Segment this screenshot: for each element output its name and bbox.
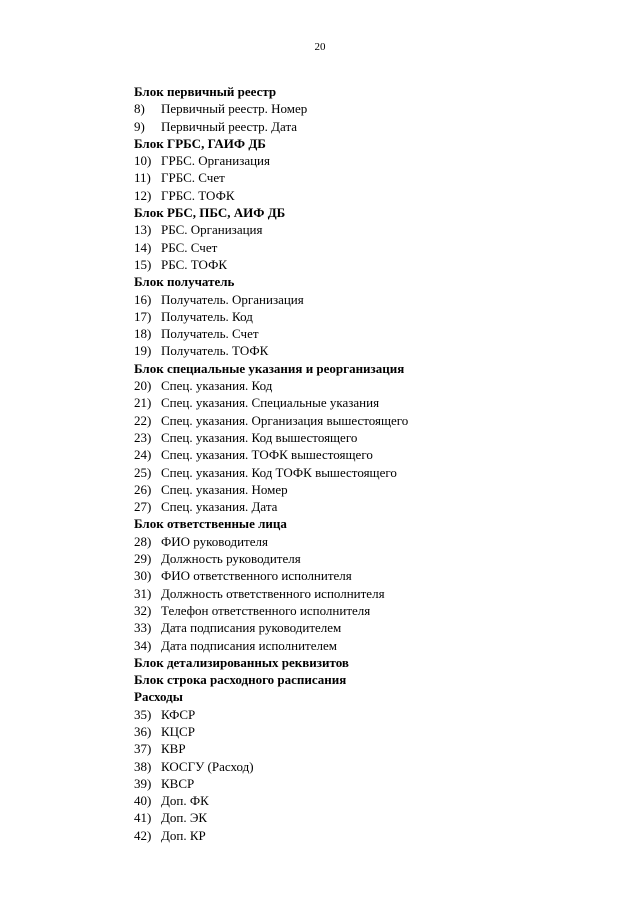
list-item-text: КЦСР [161, 723, 195, 739]
list-item-number: 29) [134, 551, 152, 567]
list-item [134, 291, 604, 308]
list-item [134, 619, 604, 636]
list-item-number: 23) [134, 429, 152, 445]
list-item-number: 42) [134, 827, 152, 843]
list-item-text: Получатель. Организация [161, 291, 304, 307]
section-heading: Блок детализированных реквизитов [134, 654, 349, 670]
list-item-number: 9) [134, 118, 145, 134]
section-heading: Блок РБС, ПБС, АИФ ДБ [134, 205, 286, 221]
list-item-number: 18) [134, 326, 152, 342]
section-heading: Блок получатель [134, 274, 235, 290]
list-item-text: Должность руководителя [161, 551, 301, 567]
list-item-text: Должность ответственного исполнителя [161, 585, 385, 601]
list-item [134, 429, 604, 446]
list-item-text: РБС. Счет [161, 239, 218, 255]
list-item [134, 187, 604, 204]
list-item [134, 342, 604, 359]
list-item-text: Спец. указания. Специальные указания [161, 395, 380, 411]
list-item-text: Доп. ФК [161, 793, 209, 809]
section-heading: Блок ответственные лица [134, 516, 287, 532]
list-item-number: 32) [134, 602, 152, 618]
list-item [134, 239, 604, 256]
list-item-text: ГРБС. ТОФК [161, 187, 235, 203]
list-item-number: 31) [134, 585, 152, 601]
list-item [134, 740, 604, 757]
list-item-text: Первичный реестр. Номер [161, 101, 308, 117]
list-item [134, 550, 604, 567]
list-item-number: 39) [134, 775, 152, 791]
list-item [134, 256, 604, 273]
page-number: 20 [314, 41, 326, 53]
list-item-number: 19) [134, 343, 152, 359]
list-item-number: 17) [134, 308, 152, 324]
section-heading: Блок ГРБС, ГАИФ ДБ [134, 135, 266, 151]
list-item-number: 37) [134, 741, 152, 757]
list-item [134, 412, 604, 429]
list-item [134, 394, 604, 411]
list-item [134, 152, 604, 169]
list-item-text: Доп. ЭК [161, 810, 208, 826]
list-item-text: ГРБС. Организация [161, 153, 270, 169]
list-item-number: 21) [134, 395, 152, 411]
list-item-text: Получатель. Код [161, 308, 253, 324]
list-item-text: КВР [161, 741, 186, 757]
list-item-number: 12) [134, 187, 152, 203]
list-item [134, 775, 604, 792]
list-item-text: Первичный реестр. Дата [161, 118, 298, 134]
list-item-text: КФСР [161, 706, 196, 722]
list-item-text: Спец. указания. ТОФК вышестоящего [161, 447, 373, 463]
list-item-text: РБС. ТОФК [161, 256, 228, 272]
list-item-number: 11) [134, 170, 151, 186]
list-item-number: 38) [134, 758, 152, 774]
list-item-number: 15) [134, 256, 152, 272]
list-item-number: 30) [134, 568, 152, 584]
list-item [134, 723, 604, 740]
list-item-text: Спец. указания. Номер [161, 481, 288, 497]
list-item [134, 221, 604, 238]
list-item-text: ФИО руководителя [161, 533, 268, 549]
list-item-text: Получатель. ТОФК [161, 343, 269, 359]
section-heading: Блок специальные указания и реорганизация [134, 360, 405, 376]
list-item-text: Получатель. Счет [161, 326, 259, 342]
list-item [134, 792, 604, 809]
list-item [134, 169, 604, 186]
list-item [134, 585, 604, 602]
list-item-number: 24) [134, 447, 152, 463]
list-item-number: 36) [134, 723, 152, 739]
document-body [134, 83, 604, 844]
list-item [134, 809, 604, 826]
list-item-number: 28) [134, 533, 152, 549]
list-item-text: КВСР [161, 775, 195, 791]
list-item-text: Спец. указания. Код ТОФК вышестоящего [161, 464, 397, 480]
list-item-text: ГРБС. Счет [161, 170, 225, 186]
list-item [134, 308, 604, 325]
list-item-number: 8) [134, 101, 145, 117]
list-item-text: Спец. указания. Дата [161, 499, 278, 515]
list-item-text: КОСГУ (Расход) [161, 758, 254, 774]
list-item-number: 16) [134, 291, 152, 307]
list-item [134, 827, 604, 844]
section-heading: Блок строка расходного расписания [134, 672, 347, 688]
list-item [134, 758, 604, 775]
list-item [134, 377, 604, 394]
list-item-text: Спец. указания. Код [161, 378, 273, 394]
list-item-number: 13) [134, 222, 152, 238]
list-item-number: 26) [134, 481, 152, 497]
list-item [134, 602, 604, 619]
list-item [134, 498, 604, 515]
list-item [134, 637, 604, 654]
list-item-text: Спец. указания. Организация вышестоящего [161, 412, 409, 428]
list-item [134, 481, 604, 498]
list-item-text: Доп. КР [161, 827, 206, 843]
list-item [134, 118, 604, 135]
list-item [134, 325, 604, 342]
list-item-number: 27) [134, 499, 152, 515]
section-heading: Расходы [134, 689, 183, 705]
list-item-number: 40) [134, 793, 152, 809]
list-item-text: Спец. указания. Код вышестоящего [161, 429, 358, 445]
list-item-text: Телефон ответственного исполнителя [161, 602, 371, 618]
list-item [134, 533, 604, 550]
list-item-text: ФИО ответственного исполнителя [161, 568, 352, 584]
list-item [134, 464, 604, 481]
list-item-number: 10) [134, 153, 152, 169]
list-item-number: 41) [134, 810, 152, 826]
list-item-number: 20) [134, 378, 152, 394]
list-item [134, 100, 604, 117]
list-item-number: 22) [134, 412, 152, 428]
list-item [134, 567, 604, 584]
list-item-number: 35) [134, 706, 152, 722]
list-item-text: Дата подписания руководителем [161, 620, 342, 636]
list-item-number: 14) [134, 239, 152, 255]
section-heading: Блок первичный реестр [134, 84, 277, 99]
list-item [134, 706, 604, 723]
list-item [134, 446, 604, 463]
list-item-number: 33) [134, 620, 152, 636]
list-item-number: 25) [134, 464, 152, 480]
list-item-text: Дата подписания исполнителем [161, 637, 337, 653]
list-item-number: 34) [134, 637, 152, 653]
list-item-text: РБС. Организация [161, 222, 263, 238]
